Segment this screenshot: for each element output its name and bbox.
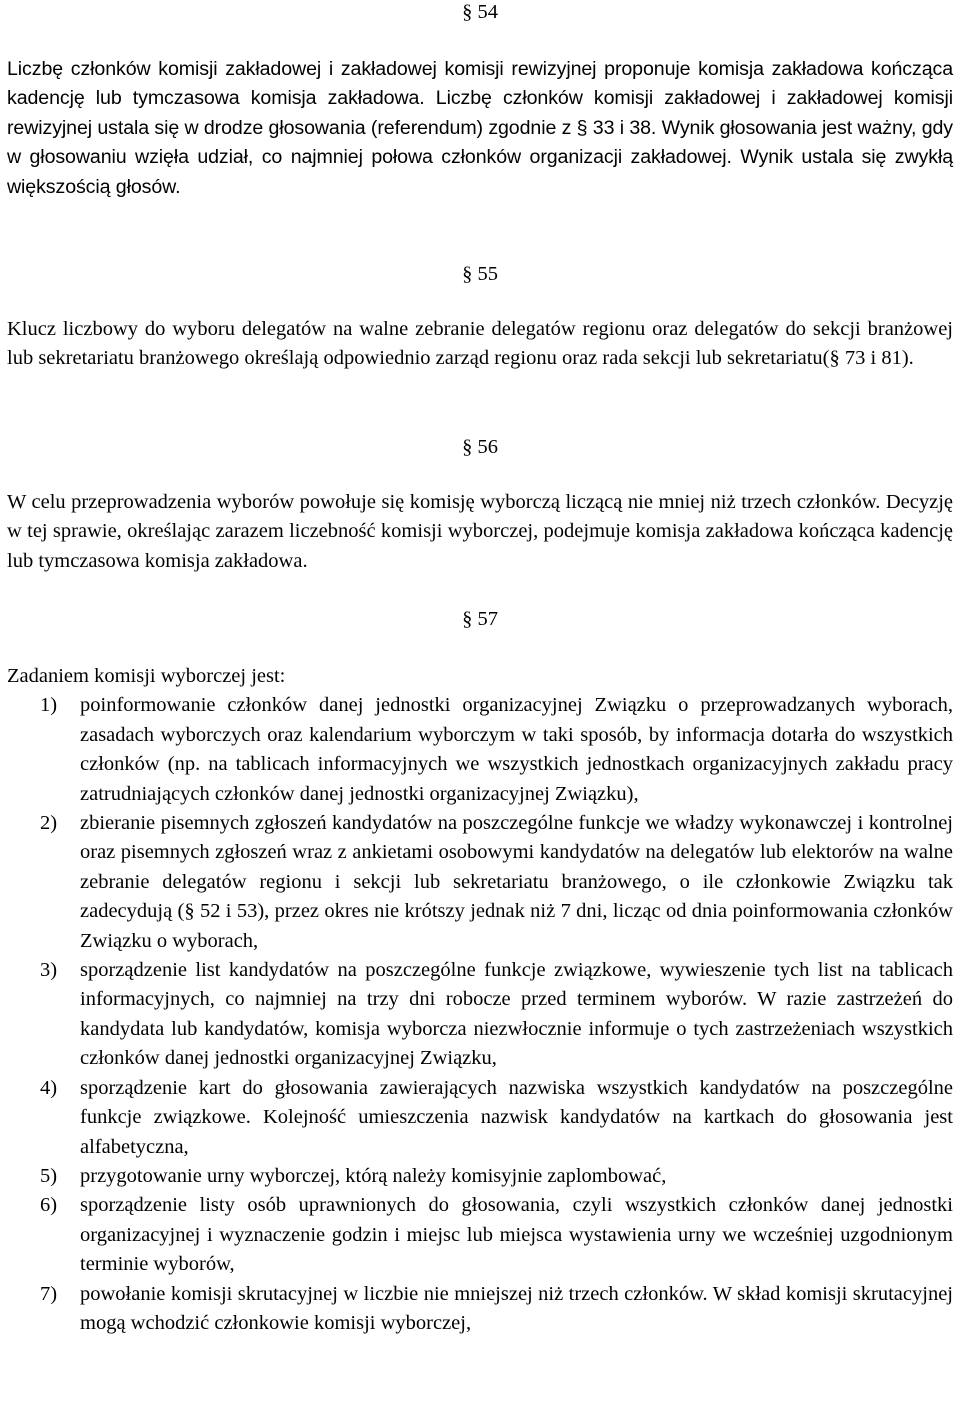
section-56-paragraph: W celu przeprowadzenia wyborów powołuje się komisję wyborczą liczącą nie mniej niż trzech członków. Decyzję w tej sprawie, określając zarazem liczebność komisji wyborczej, podejmuje komisja zakładowa kończąca kadencję lub tymczasowa komisja zakładowa. [7, 491, 953, 572]
list-item-text: przygotowanie urny wyborczej, którą należy komisyjnie zaplombować, [80, 1164, 667, 1187]
duties-list [7, 691, 953, 1338]
list-item-text: sporządzenie kart do głosowania zawierających nazwiska wszystkich kandydatów na poszczególne funkcje związkowe. Kolejność umieszczenia nazwisk kandydatów na kartkach do głosowania jest alfabetyczna, [80, 1076, 953, 1158]
section-56-heading: § 56 [462, 436, 498, 458]
list-item [7, 691, 953, 809]
list-item-number: 6) [40, 1194, 58, 1217]
list-item [7, 809, 953, 956]
list-item-number: 3) [40, 959, 58, 982]
section-55-paragraph: Klucz liczbowy do wyboru delegatów na walne zebranie delegatów regionu oraz delegatów do sekcji branżowej lub sekretariatu branżowego określają odpowiednio zarząd regionu oraz rada sekcji lub sekretariatu(§ 73 i 81). [7, 318, 953, 370]
section-57-heading: § 57 [462, 608, 498, 630]
list-item [7, 956, 953, 1074]
list-item-number: 4) [40, 1076, 58, 1099]
list-item-number: 7) [40, 1282, 58, 1305]
list-item [7, 1280, 953, 1339]
section-57-body [7, 662, 953, 1338]
list-item [7, 1074, 953, 1162]
list-item-number: 5) [40, 1164, 58, 1187]
list-item-text: zbieranie pisemnych zgłoszeń kandydatów na poszczególne funkcje we władzy wykonawczej i kontrolnej oraz pisemnych zgłoszeń wraz z ankietami osobowymi kandydatów na delegatów lub elektorów na walne zebranie delegatów regionu i sekcji lub sekretariatu branżowego, o ile członkowie Związku tak zadecydują (§ 52 i 53), przez okres nie krótszy jednak niż 7 dni, licząc od dnia poinformowania członków Związku o wyborach, [80, 812, 953, 952]
list-item [7, 1191, 953, 1279]
list-item-number: 2) [40, 812, 58, 835]
section-55-heading: § 55 [462, 263, 498, 285]
list-item-text: sporządzenie listy osób uprawnionych do głosowania, czyli wszystkich członków danej jednostki organizacyjnej i wyznaczenie godzin i miejsc lub miejsca wystawienia urny we wcześniej uzgodnionym terminie wyborów, [80, 1194, 953, 1276]
list-item-text: sporządzenie list kandydatów na poszczególne funkcje związkowe, wywieszenie tych list na tablicach informacyjnych, co najmniej na trzy dni robocze przed terminem wyborów. W razie zastrzeżeń do kandydata lub kandydatów, komisja wyborcza niezwłocznie informuje o tych zastrzeżeniach wszystkich członków danej jednostki organizacyjnej Związku, [80, 959, 953, 1070]
list-item [7, 1162, 953, 1191]
list-item-text: poinformowanie członków danej jednostki organizacyjnej Związku o przeprowadzanych wyborach, zasadach wyborczych oraz kalendarium wyborczym w taki sposób, by informacja dotarła do wszystkich członków (np. na tablicach informacyjnych we wszystkich jednostkach organizacyjnych zakładu pracy zatrudniających członków danej jednostki organizacyjnej Związku), [80, 694, 953, 805]
section-54-paragraph: Liczbę członków komisji zakładowej i zakładowej komisji rewizyjnej proponuje komisja zakładowa kończąca kadencję lub tymczasowa komisja zakładowa. Liczbę członków komisji zakładowej i zakładowej komisji rewizyjnej ustala się w drodze głosowania (referendum) zgodnie z § 33 i 38. Wynik głosowania jest ważny, gdy w głosowaniu wzięła udział, co najmniej połowa członków organizacji zakładowej. Wynik ustala się zwykłą większością głosów. [7, 58, 953, 198]
section-54-heading: § 54 [462, 1, 498, 23]
list-item-number: 1) [40, 694, 58, 717]
section-57-intro: Zadaniem komisji wyborczej jest: [7, 665, 286, 687]
list-item-text: powołanie komisji skrutacyjnej w liczbie nie mniejszej niż trzech członków. W skład komisji skrutacyjnej mogą wchodzić członkowie komisji wyborczej, [80, 1282, 953, 1334]
